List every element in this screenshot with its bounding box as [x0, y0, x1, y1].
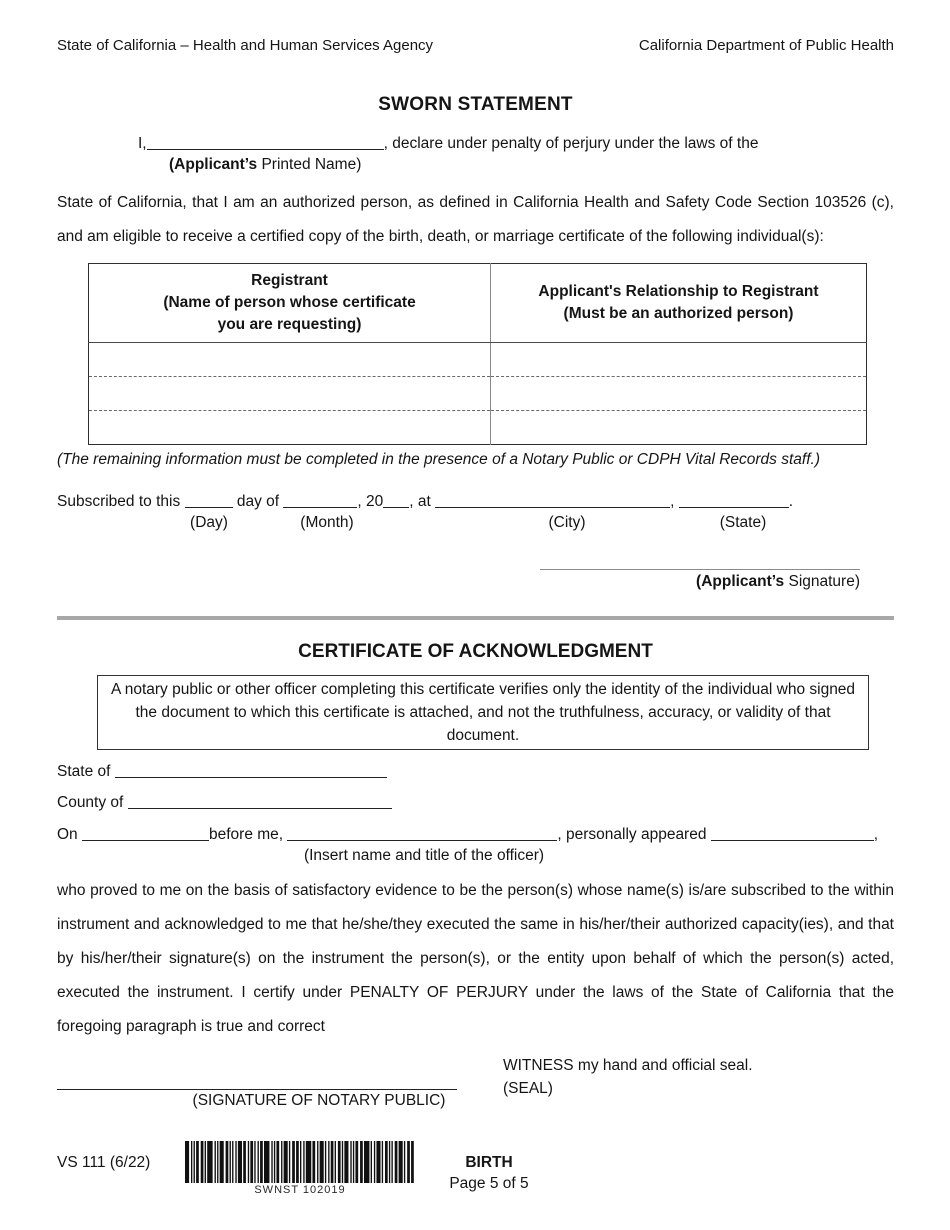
month-blank	[283, 495, 357, 508]
sworn-intro-line	[138, 135, 894, 153]
notary-notice-box: A notary public or other officer completing this certificate verifies only the identity of the individual who signed the document to which this certificate is attached, and not the truthfulness, accuracy, or validity of that document.	[97, 675, 869, 750]
county-of-blank	[128, 796, 392, 809]
applicant-signature-line	[540, 569, 860, 570]
barcode-block	[185, 1141, 415, 1196]
page-footer	[57, 1141, 539, 1196]
barcode	[185, 1141, 415, 1183]
table-row	[89, 343, 867, 377]
acknowledgment-title: CERTIFICATE OF ACKNOWLEDGMENT	[298, 641, 653, 662]
document-header	[57, 37, 894, 54]
registrant-header-line1: Registrant	[251, 272, 328, 289]
officer-hint-caption: (Insert name and title of the officer)	[303, 847, 545, 864]
relationship-cell	[491, 343, 867, 377]
page-number-label: Page 5 of 5	[449, 1175, 529, 1192]
notary-signature-line	[57, 1089, 457, 1090]
notary-presence-note: (The remaining information must be completed in the presence of a Notary Public or CDPH Vital Records staff.)	[57, 451, 820, 468]
notary-signature-caption: (SIGNATURE OF NOTARY PUBLIC)	[192, 1092, 446, 1109]
header-agency-left: State of California – Health and Human Services Agency	[57, 37, 434, 54]
subscribed-text-6: .	[788, 493, 794, 510]
on-label: On	[57, 826, 82, 843]
intro-post-text: , declare under penalty of perjury under the laws of the	[383, 135, 759, 152]
table-row	[89, 377, 867, 411]
section-divider	[57, 616, 894, 620]
relationship-header-line1: Applicant's Relationship to Registrant	[538, 283, 819, 300]
sworn-statement-title: SWORN STATEMENT	[378, 94, 573, 115]
registrant-table-header-row	[89, 264, 867, 343]
form-number: VS 111 (6/22)	[57, 1154, 151, 1171]
subscribed-text-1: Subscribed to this	[57, 493, 185, 510]
doc-type-label: BIRTH	[465, 1154, 513, 1171]
intro-pre-text: I,	[138, 135, 147, 152]
registrant-header-line2: (Name of person whose certificate	[163, 294, 416, 311]
appeared-comma: ,	[873, 826, 879, 843]
doc-type-block	[439, 1152, 539, 1194]
applicant-signature-caption	[696, 573, 860, 591]
signature-caption-rest: Signature)	[784, 573, 860, 590]
printed-name-caption-rest: Printed Name)	[257, 156, 362, 173]
state-blank	[679, 495, 789, 508]
applicant-signature-block	[57, 569, 860, 591]
subscribed-block	[57, 493, 894, 547]
signature-caption-bold: (Applicant’s	[696, 573, 785, 590]
subscribed-text-3: , 20	[357, 493, 384, 510]
registrant-column-header	[89, 264, 491, 343]
personally-appeared-label: , personally appeared	[557, 826, 711, 843]
registrant-cell	[89, 377, 491, 411]
printed-name-caption-bold: (Applicant’s	[169, 156, 258, 173]
header-agency-right: California Department of Public Health	[638, 37, 894, 54]
state-of-label: State of	[57, 763, 115, 780]
city-caption: (City)	[548, 514, 586, 531]
before-me-label: before me,	[208, 826, 288, 843]
registrant-table	[88, 263, 867, 445]
barcode-caption: SWNST 102019	[254, 1184, 346, 1196]
subscribed-text-2: day of	[232, 493, 284, 510]
notary-on-row	[57, 826, 894, 866]
witness-notary-row	[57, 1054, 894, 1110]
state-of-blank	[115, 765, 387, 778]
table-row	[89, 411, 867, 445]
appeared-person-blank	[711, 828, 874, 841]
relationship-column-header	[491, 264, 867, 343]
relationship-cell	[491, 377, 867, 411]
registrant-cell	[89, 411, 491, 445]
relationship-header-line2: (Must be an authorized person)	[563, 305, 794, 322]
acknowledgment-body-paragraph: who proved to me on the basis of satisfactory evidence to be the person(s) whose name(s) is/are subscribed to the within instrument and acknowledged to me that he/she/they executed the same in his/her/their authorized capacity(ies), and that by his/her/their signature(s) on the instrument the person(s), or the entity upon behalf of which the person(s) acted, executed the instrument. I certify under PENALTY OF PERJURY under the laws of the State of California that the foregoing paragraph is true and correct	[57, 882, 894, 1035]
subscribed-sentence	[57, 493, 894, 511]
printed-name-caption	[169, 156, 894, 174]
state-of-row	[57, 763, 894, 781]
state-caption: (State)	[719, 514, 767, 531]
relationship-cell	[491, 411, 867, 445]
day-blank	[185, 495, 233, 508]
sworn-body-paragraph: State of California, that I am an authorized person, as defined in California Health and Safety Code Section 103526 (c), and am eligible to receive a certified copy of the birth, death, or marriage certificate of the following individual(s):	[57, 194, 894, 245]
officer-name-blank	[287, 828, 557, 841]
year-blank	[383, 495, 409, 508]
county-of-label: County of	[57, 794, 128, 811]
day-caption: (Day)	[190, 514, 228, 531]
registrant-cell	[89, 343, 491, 377]
city-blank	[435, 495, 670, 508]
notary-signature-block	[57, 1089, 457, 1110]
county-of-row	[57, 794, 894, 812]
witness-block	[503, 1054, 753, 1100]
registrant-header-line3: you are requesting)	[217, 316, 362, 333]
subscribed-text-5: ,	[670, 493, 679, 510]
subscribed-text-4: , at	[409, 493, 436, 510]
witness-text: WITNESS my hand and official seal.	[503, 1057, 753, 1074]
notary-date-blank	[82, 828, 209, 841]
month-caption: (Month)	[300, 514, 354, 531]
applicant-printed-name-blank	[147, 137, 384, 150]
seal-text: (SEAL)	[503, 1080, 553, 1097]
